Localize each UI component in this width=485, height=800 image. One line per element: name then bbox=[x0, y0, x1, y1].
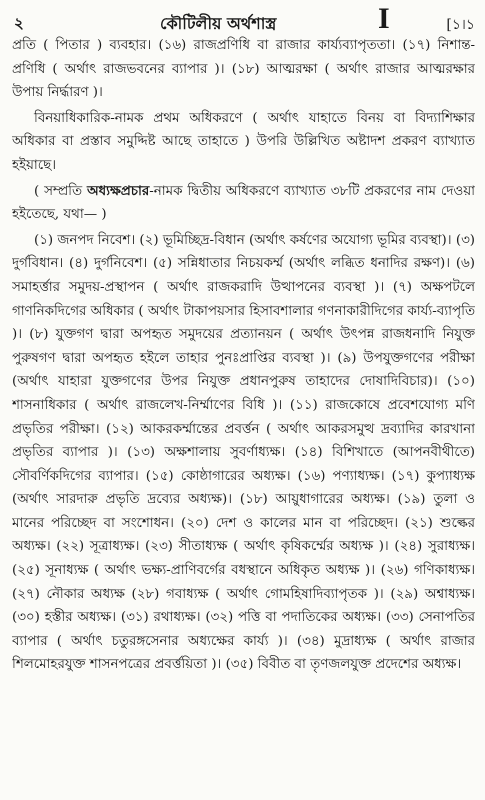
section-reference: [১।১ bbox=[446, 17, 475, 33]
page-header bbox=[10, 2, 477, 35]
roman-numeral-mark: I bbox=[378, 2, 390, 35]
adhyaksha-prachar-term: অধ্যক্ষপ্রচার bbox=[86, 182, 150, 199]
intro-text-before: ( সম্প্রতি bbox=[34, 183, 87, 199]
paragraph-continued: প্রতি ( পিতার ) ব্যবহার। (১৬) রাজপ্রণিধি বা রাজার কার্য্যব্যাপৃততা। (১৭) নিশান্ত-প্রণিধি ( অর্থাৎ রাজভবনের ব্যাপার )। (১৮) আত্মরক্ষা ( অর্থাৎ রাজার আত্মরক্ষার উপায় নির্দ্ধারণ )। bbox=[12, 38, 475, 101]
paragraph-first-adhikarana: বিনয়াধিকারিক-নামক প্রথম অধিকরণে ( অর্থাৎ যাহাতে বিনয় বা বিদ্যাশিক্ষার অধিকার বা প্রস্তাব সমুদ্দিষ্ট আছে তাহাতে ) উপরি উল্লিখিত অষ্টাদশ প্রকরণ ব্যাখ্যাত হইয়াছে। bbox=[12, 110, 475, 173]
page-body bbox=[12, 34, 475, 796]
page-number: ২ bbox=[14, 14, 24, 32]
running-title: কৌটিলীয় অর্থশাস্ত্র bbox=[160, 14, 277, 33]
paragraph-prakarana-list: (১) জনপদ নিবেশ। (২) ভূমিচ্ছিদ্র-বিধান (অর্থাৎ কর্ষণের অযোগ্য ভূমির ব্যবস্থা)। (৩) দুর্গবিধান। (৪) দুর্গনিবেশ। (৫) সন্নিধাতার নিচয়কর্ম্ম (অর্থাৎ লব্ধিত ধনাদির রক্ষণ)। (৬) সমাহর্ত্তার সমুদয়-প্রস্থাপন ( অর্থাৎ রাজকরাদি উত্থাপনের ব্যবস্থা )। (৭) অক্ষপটলে গাণনিকদিগের অধিকার ( অর্থাৎ টাকাপয়সার হিসাবশালার গণনাকারীদিগের কার্য্য-ব্যাপৃতি )। (৮) যুক্তগণ দ্বারা অপহৃত সমুদয়ের প্রত্যানয়ন ( অর্থাৎ উৎপন্ন রাজধনাদি নিযুক্ত পুরুষগণ দ্বারা অপহৃত হইলে তাহার পুনঃপ্রাপ্তির ব্যবস্থা )। (৯) উপযুক্তগণের পরীক্ষা (অর্থাৎ যাহারা যুক্তগণের উপর নিযুক্ত প্রধানপুরুষ তাহাদের দোষাদিবিচার)। (১০) শাসনাধিকার ( অর্থাৎ রাজলেখ-নির্ম্মাণের বিধি )। (১১) রাজকোষে প্রবেশযোগ্য মণি প্রভৃতির পরীক্ষা। (১২) আকরকর্ম্মান্তের প্রবর্ত্তন ( অর্থাৎ আকরসমুত্থ দ্রব্যাদির কারখানা প্রভৃতির ব্যাপার )। (১৩) অক্ষশালায় সুবর্ণাধ্যক্ষ। (১৪) বিশিখাতে (আপনবীথীতে) সৌবর্ণিকদিগের ব্যাপার। (১৫) কোষ্ঠাগারের অধ্যক্ষ। (১৬) পণ্যাধ্যক্ষ। (১৭) কুপ্যাধ্যক্ষ (অর্থাৎ সারদারু প্রভৃতি দ্রব্যের অধ্যক্ষ)। (১৮) আয়ুধাগারের অধ্যক্ষ। (১৯) তুলা ও মানের পরিচ্ছেদ বা সংশোধন। (২০) দেশ ও কালের মান বা পরিচ্ছেদ। (২১) শুল্কের অধ্যক্ষ। (২২) সূত্রাধ্যক্ষ। (২৩) সীতাধ্যক্ষ ( অর্থাৎ কৃষিকর্ম্মের অধ্যক্ষ )। (২৪) সুরাধ্যক্ষ। (২৫) সূনাধ্যক্ষ ( অর্থাৎ ভক্ষ্য-প্রাণিবর্গের বধস্থানে অধিকৃত অধ্যক্ষ )। (২৬) গণিকাধ্যক্ষ। (২৭) নৌকার অধ্যক্ষ (২৮) গবাধ্যক্ষ ( অর্থাৎ গোমহিষাদিব্যাপৃতক )। (২৯) অশ্বাধ্যক্ষ। (৩০) হস্তীর অধ্যক্ষ। (৩১) রথাধ্যক্ষ। (৩২) পত্তি বা পদাতিকের অধ্যক্ষ। (৩৩) সেনাপতির ব্যাপার ( অর্থাৎ চতুরঙ্গসেনার অধ্যক্ষের কার্য্য )। (৩৪) মুদ্রাধ্যক্ষ ( অর্থাৎ রাজার শিলমোহরযুক্ত শাসনপত্রের প্রবর্ত্তয়িতা )। (৩৫) বিবীত বা তৃণজলযুক্ত প্রদেশের অধ্যক্ষ। bbox=[12, 232, 475, 673]
paragraph-second-adhikarana-intro bbox=[12, 180, 475, 227]
intro-text-after: -নামক দ্বিতীয় অধিকরণে ব্যাখ্যাত ৩৮টি প্রকরণের নাম দেওয়া হইতেছে, যথা— ) bbox=[12, 183, 475, 223]
